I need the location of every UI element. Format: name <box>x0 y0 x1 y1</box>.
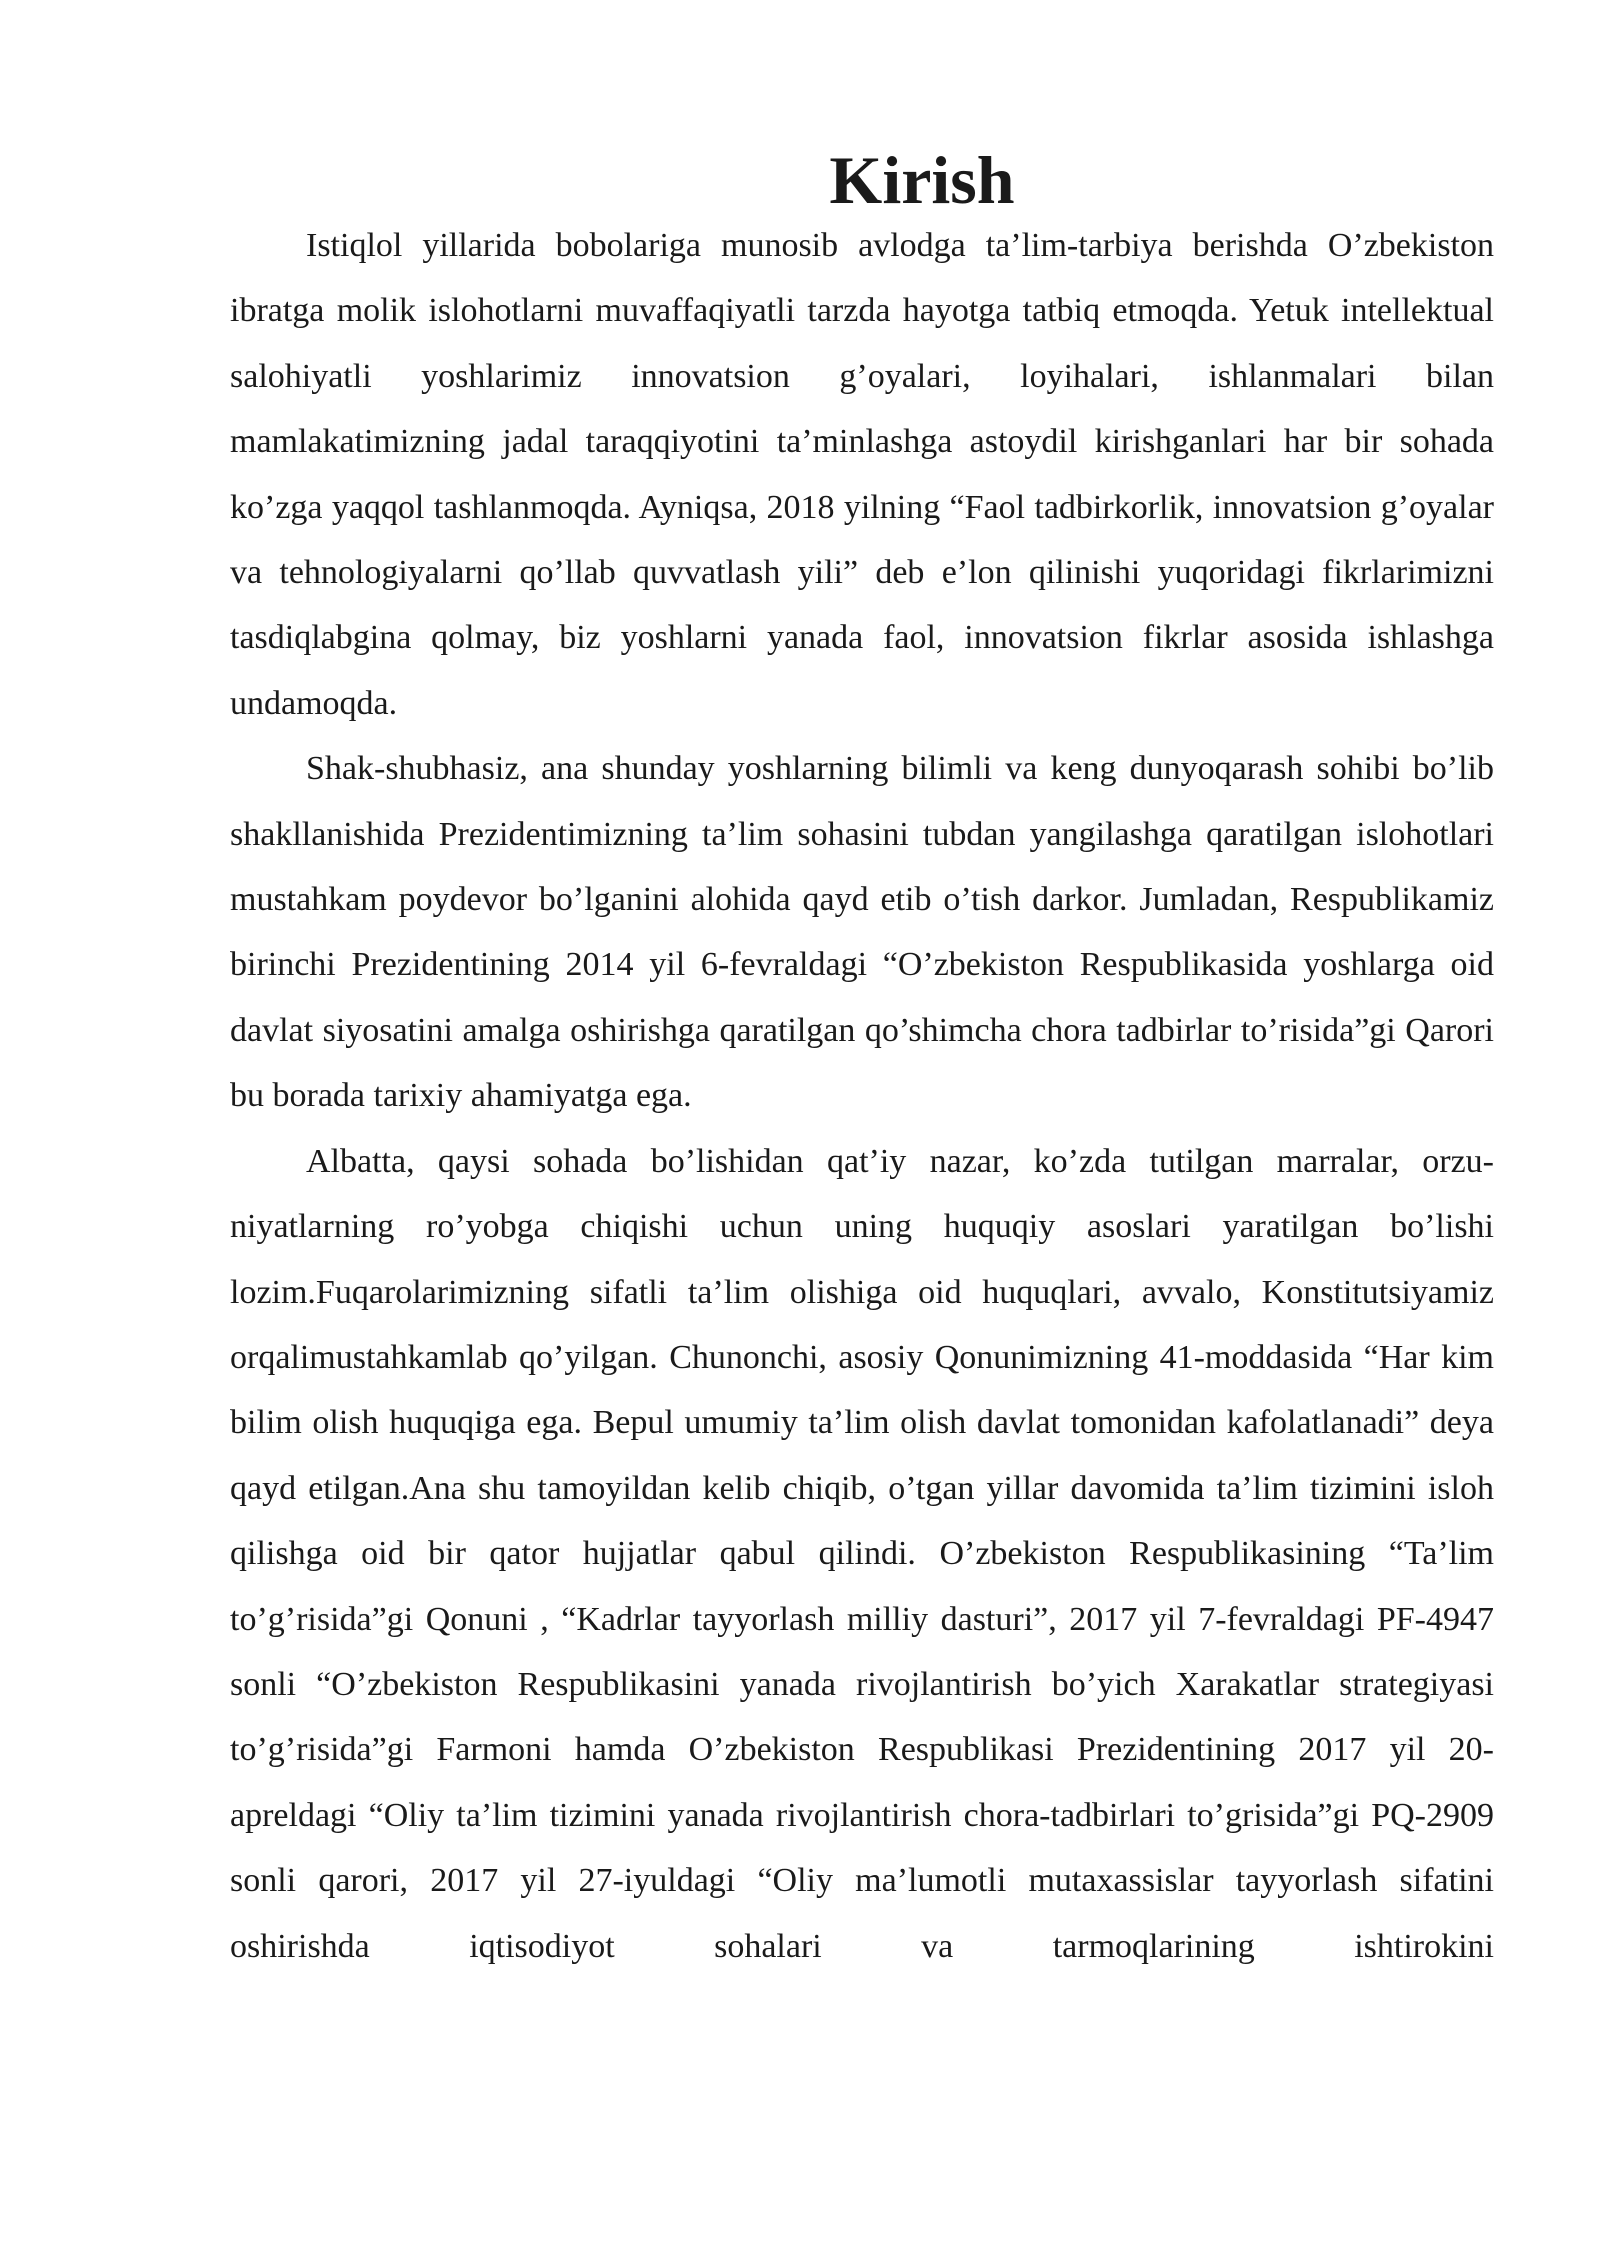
paragraph-2: Shak-shubhasiz, ana shunday yoshlarning bilimli va keng dunyoqarash sohibi bo’lib shakllanishida Prezidentimizning ta’lim sohasini tubdan yangilashga qaratilgan islohotlari mustahkam poydevor bo’lganini alohida qayd etib o’tish darkor. Jumladan, Respublikamiz birinchi Prezidentining 2014 yil 6-fevraldagi “O’zbekiston Respublikasida yoshlarga oid davlat siyosatini amalga oshirishga qaratilgan qo’shimcha chora tadbirlar to’risida”gi Qarori bu borada tarixiy ahamiyatga ega. <box>230 750 1494 1115</box>
document-body <box>230 142 1494 1979</box>
paragraph-3: Albatta, qaysi sohada bo’lishidan qat’iy nazar, ko’zda tutilgan marralar, orzu-niyatlarning ro’yobga chiqishi uchun uning huquqiy asoslari yaratilgan bo’lishi lozim.Fuqarolarimizning sifatli ta’lim olishiga oid huquqlari, avvalo, Konstitutsiyamiz orqalimustahkamlab qo’yilgan. Chunonchi, asosiy Qonunimizning 41-moddasida “Har kim bilim olish huquqiga ega. Bepul umumiy ta’lim olish davlat tomonidan kafolatlanadi” deya qayd etilgan.Ana shu tamoyildan kelib chiqib, o’tgan yillar davomida ta’lim tizimini isloh qilishga oid bir qator hujjatlar qabul qilindi. O’zbekiston Respublikasining “Ta’lim to’g’risida”gi Qonuni , “Kadrlar tayyorlash milliy dasturi”, 2017 yil 7-fevraldagi PF-4947 sonli “O’zbekiston Respublikasini yanada rivojlantirish bo’yich Xarakatlar strategiyasi to’g’risida”gi Farmoni hamda O’zbekiston Respublikasi Prezidentining 2017 yil 20-apreldagi “Oliy ta’lim tizimini yanada rivojlantirish chora-tadbirlari to’grisida”gi PQ-2909 sonli qarori, 2017 yil 27-iyuldagi “Oliy ma’lumotli mutaxassislar tayyorlash sifatini oshirishda iqtisodiyot sohalari va tarmoqlarining ishtirokini <box>230 1142 1494 1965</box>
paragraph-1: Istiqlol yillarida bobolariga munosib avlodga ta’lim-tarbiya berishda O’zbekiston ibratga molik islohotlarni muvaffaqiyatli tarzda hayotga tatbiq etmoqda. Yetuk intellektual salohiyatli yoshlarimiz innovatsion g’oyalari, loyihalari, ishlanmalari bilan mamlakatimizning jadal taraqqiyotini ta’minlashga astoydil kirishganlari har bir sohada ko’zga yaqqol tashlanmoqda. Ayniqsa, 2018 yilning “Faol tadbirkorlik, innovatsion g’oyalar va tehnologiyalarni qo’llab quvvatlash yili” deb e’lon qilinishi yuqoridagi fikrlarimizni tasdiqlabgina qolmay, biz yoshlarni yanada faol, innovatsion fikrlar asosida ishlashga undamoqda. <box>230 227 1494 722</box>
page-title: Kirish <box>829 142 1015 218</box>
